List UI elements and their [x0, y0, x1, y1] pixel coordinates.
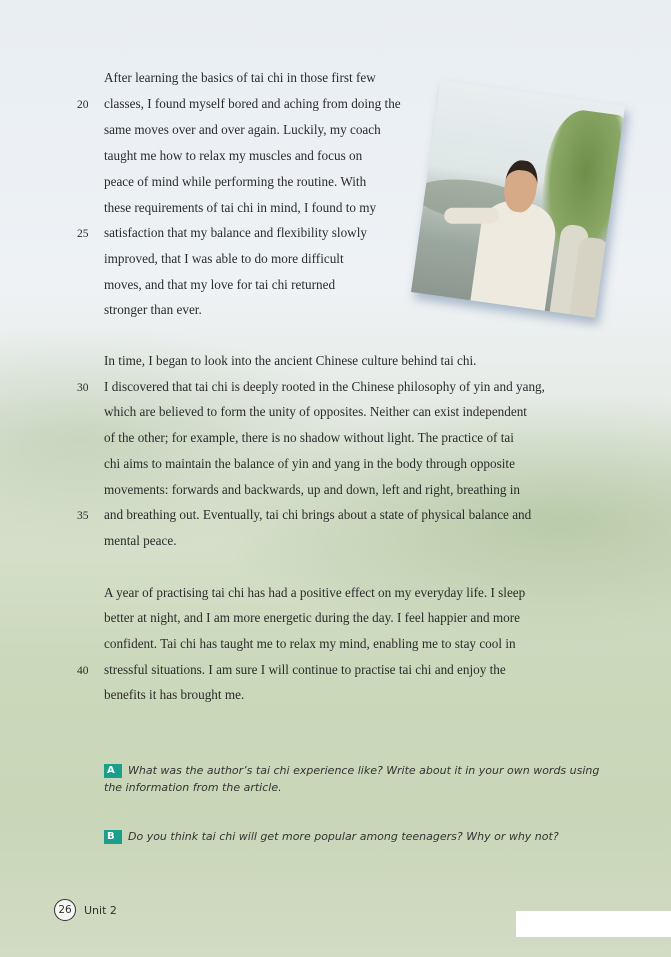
question-b: [104, 828, 604, 845]
text-line: improved, that I was able to do more difficult: [104, 251, 344, 266]
line-number: 30: [77, 382, 89, 394]
line-number: 40: [77, 665, 89, 677]
question-text: Do you think tai chi will get more popular among teenagers? Why or why not?: [128, 830, 559, 843]
text-line: moves, and that my love for tai chi returned: [104, 277, 336, 292]
line-number: 25: [77, 228, 89, 240]
text-line: and breathing out. Eventually, tai chi brings about a state of physical balance and: [104, 507, 532, 522]
text-line: A year of practising tai chi has had a positive effect on my everyday life. I sleep: [104, 585, 526, 600]
text-line: satisfaction that my balance and flexibility slowly: [104, 225, 367, 240]
question-a: [104, 762, 604, 796]
text-line: confident. Tai chi has taught me to relax my mind, enabling me to stay cool in: [104, 636, 516, 651]
text-line: same moves over and over again. Luckily, my coach: [104, 122, 381, 137]
page-footer: [54, 899, 117, 921]
text-line: benefits it has brought me.: [104, 687, 245, 702]
text-line: classes, I found myself bored and aching from doing the: [104, 96, 401, 111]
text-line: stronger than ever.: [104, 302, 202, 317]
unit-label: Unit 2: [84, 903, 117, 917]
text-line: I discovered that tai chi is deeply rooted in the Chinese philosophy of yin and yang,: [104, 379, 545, 394]
question-badge: B: [104, 830, 122, 844]
text-line: of the other; for example, there is no shadow without light. The practice of tai: [104, 430, 514, 445]
text-line: these requirements of tai chi in mind, I found to my: [104, 200, 377, 215]
tai-chi-photo: [411, 80, 625, 318]
text-line: mental peace.: [104, 533, 177, 548]
line-number: 35: [77, 510, 89, 522]
text-line: which are believed to form the unity of opposites. Neither can exist independent: [104, 404, 527, 419]
line-number: 20: [77, 99, 89, 111]
text-line: taught me how to relax my muscles and focus on: [104, 148, 363, 163]
text-line: In time, I began to look into the ancient Chinese culture behind tai chi.: [104, 353, 477, 368]
text-line: stressful situations. I am sure I will continue to practise tai chi and enjoy the: [104, 662, 506, 677]
text-line: movements: forwards and backwards, up and down, left and right, breathing in: [104, 482, 521, 497]
blank-patch: [516, 911, 671, 937]
text-line: peace of mind while performing the routine. With: [104, 174, 367, 189]
text-line: better at night, and I am more energetic during the day. I feel happier and more: [104, 610, 520, 625]
text-line: chi aims to maintain the balance of yin and yang in the body through opposite: [104, 456, 515, 471]
page-number: 26: [54, 899, 76, 921]
text-line: After learning the basics of tai chi in those first few: [104, 70, 376, 85]
question-text: What was the author’s tai chi experience like? Write about it in your own words using the information from the article.: [104, 764, 600, 794]
question-badge: A: [104, 764, 122, 778]
